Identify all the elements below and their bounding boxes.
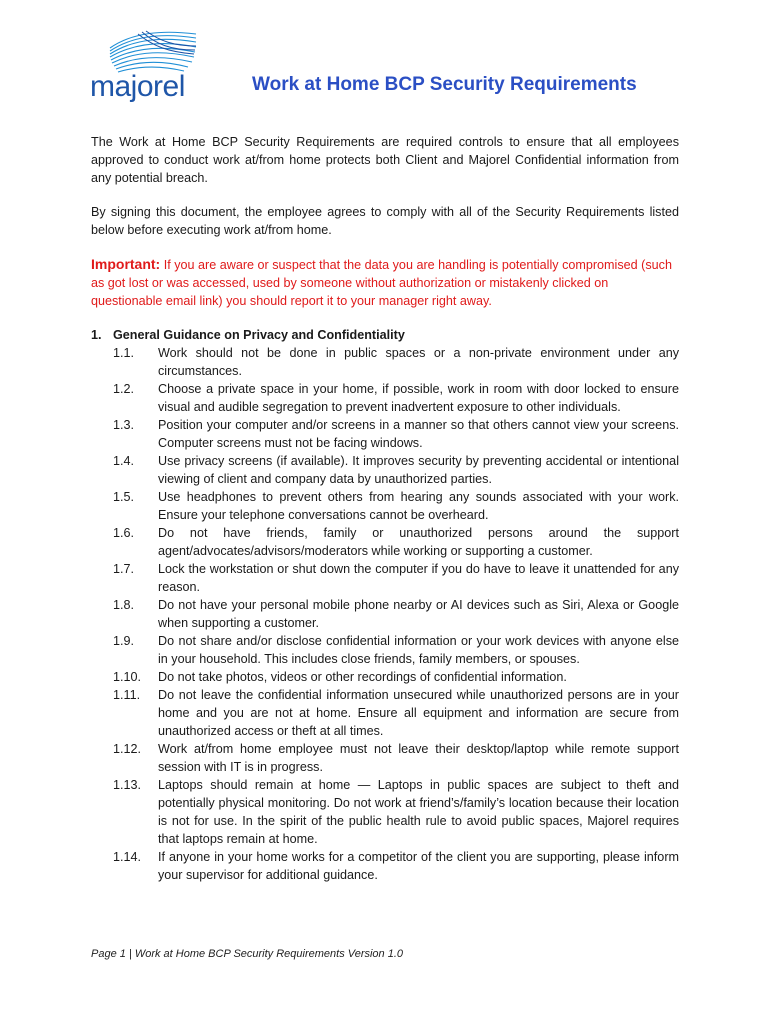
- list-item: [91, 596, 679, 632]
- item-text: Work at/from home employee must not leave their desktop/laptop while remote support session with IT is in progress.: [158, 742, 679, 774]
- item-text: Do not share and/or disclose confidential information or your work devices with anyone else in your household. This includes close friends, family members, or spouses.: [158, 634, 679, 666]
- list-item: [91, 632, 679, 668]
- section-number: 1.: [91, 328, 102, 342]
- item-number: 1.12.: [113, 742, 142, 756]
- list-item: [91, 380, 679, 416]
- item-text: Do not take photos, videos or other recordings of confidential information.: [158, 670, 567, 684]
- item-number: 1.10.: [113, 670, 142, 684]
- intro-paragraph-1: The Work at Home BCP Security Requirements are required controls to ensure that all employees approved to conduct work at/from home protects both Client and Majorel Confidential information from any potential breach.: [91, 135, 679, 185]
- requirements-list: [91, 344, 679, 884]
- item-text: Laptops should remain at home — Laptops in public spaces are subject to theft and potentially physical monitoring. Do not work at friend’s/family’s location because their location is not for use. In the spirit of the public health rule to avoid public spaces, Majorel requires that laptops remain at home.: [158, 778, 679, 846]
- section-heading: [91, 326, 679, 344]
- important-label: Important:: [91, 256, 161, 272]
- item-number: 1.1.: [113, 346, 135, 360]
- list-item: [91, 488, 679, 524]
- list-item: [91, 416, 679, 452]
- list-item: [91, 848, 679, 884]
- important-text: If you are aware or suspect that the data you are handling is potentially compromised (such as got lost or was accessed, used by someone without authorization or mistakenly clicked on questionable email link) you should report it to your manager right away.: [91, 258, 672, 308]
- list-item: [91, 344, 679, 380]
- document-body: [91, 133, 679, 884]
- list-item: [91, 686, 679, 740]
- item-text: Do not leave the confidential information unsecured while unauthorized persons are in your home and you are not at home. Ensure all equipment and information are secure from unauthorized access or theft at all times.: [158, 688, 679, 738]
- item-text: Use headphones to prevent others from hearing any sounds associated with your work. Ensure your telephone conversations cannot be overheard.: [158, 490, 679, 522]
- item-number: 1.7.: [113, 562, 135, 576]
- item-number: 1.5.: [113, 490, 135, 504]
- section-title: General Guidance on Privacy and Confidentiality: [113, 328, 405, 342]
- item-number: 1.14.: [113, 850, 142, 864]
- item-text: Use privacy screens (if available). It improves security by preventing accidental or intentional viewing of client and company data by unauthorized parties.: [158, 454, 679, 486]
- list-item: [91, 740, 679, 776]
- list-item: [91, 560, 679, 596]
- page-footer: Page 1 | Work at Home BCP Security Requirements Version 1.0: [91, 948, 404, 960]
- logo-wordmark: majorel: [90, 70, 185, 103]
- list-item: [91, 668, 679, 686]
- item-number: 1.8.: [113, 598, 135, 612]
- item-number: 1.13.: [113, 778, 142, 792]
- item-number: 1.6.: [113, 526, 135, 540]
- list-item: [91, 524, 679, 560]
- intro-paragraph-2: By signing this document, the employee agrees to comply with all of the Security Requirements listed below before executing work at/from home.: [91, 205, 679, 237]
- item-number: 1.4.: [113, 454, 135, 468]
- item-text: Lock the workstation or shut down the computer if you do have to leave it unattended for any reason.: [158, 562, 679, 594]
- document-title: Work at Home BCP Security Requirements: [252, 74, 637, 95]
- item-number: 1.2.: [113, 382, 135, 396]
- item-text: Do not have your personal mobile phone nearby or AI devices such as Siri, Alexa or Google when supporting a customer.: [158, 598, 679, 630]
- item-text: Work should not be done in public spaces or a non-private environment under any circumstances.: [158, 346, 679, 378]
- item-text: If anyone in your home works for a competitor of the client you are supporting, please inform your supervisor for additional guidance.: [158, 850, 679, 882]
- item-number: 1.9.: [113, 634, 135, 648]
- item-text: Do not have friends, family or unauthorized persons around the support agent/advocates/advisors/moderators while working or supporting a customer.: [158, 526, 679, 558]
- item-text: Position your computer and/or screens in a manner so that others cannot view your screens. Computer screens must not be facing windows.: [158, 418, 679, 450]
- list-item: [91, 452, 679, 488]
- important-notice: [91, 255, 679, 310]
- majorel-logo: [86, 26, 201, 106]
- list-item: [91, 776, 679, 848]
- item-number: 1.3.: [113, 418, 135, 432]
- item-text: Choose a private space in your home, if possible, work in room with door locked to ensure visual and audible segregation to prevent inadvertent exposure to other individuals.: [158, 382, 679, 414]
- wave-logo-icon: [108, 28, 198, 76]
- item-number: 1.11.: [113, 688, 141, 702]
